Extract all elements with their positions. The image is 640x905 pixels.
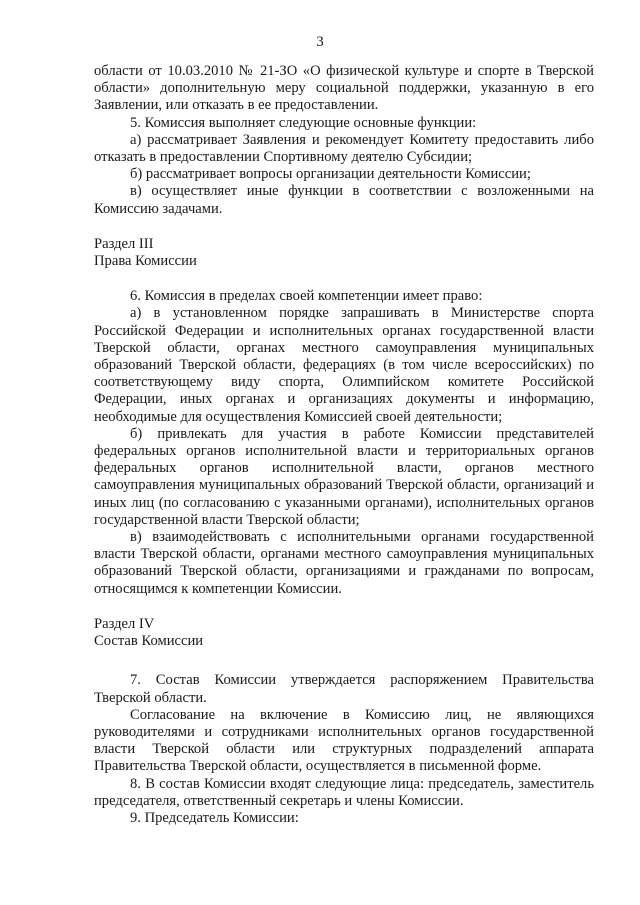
clause-6b: б) привлекать для участия в работе Комиссии представителей федеральных органов исполнительной власти и территориальных органов федеральных органов исполнительной власти, органов местного самоуправления муниципальных образований Тверской области, организаций и иных лиц (по согласованию с указанными органами), исполнительных органов государственной власти Тверской области;	[94, 425, 594, 528]
clause-6: 6. Комиссия в пределах своей компетенции имеет право:	[130, 288, 483, 305]
clause-5a: а) рассматривает Заявления и рекомендует Комитету предоставить либо отказать в предоставлении Спортивному деятелю Субсидии;	[94, 131, 594, 166]
clause-6v: в) взаимодействовать с исполнительными органами государственной власти Тверской области, органами местного самоуправления муниципальных образований Тверской области, организациями и гражданами по вопросам, относящимся к компетенции Комиссии.	[94, 529, 594, 597]
page-number: 3	[316, 34, 324, 50]
clause-9: 9. Председатель Комиссии:	[130, 809, 299, 826]
section-4-label: Раздел IV	[94, 615, 155, 632]
clause-5v: в) осуществляет иные функции в соответствии с возложенными на Комиссию задачами.	[94, 183, 594, 217]
clause-7-approval: Согласование на включение в Комиссию лиц, не являющихся руководителями и сотрудниками исполнительных органов государственной власти Тверской области или структурных подразделений аппарата Правительства Тверской области, осуществляется в письменной форме.	[94, 706, 594, 775]
clause-7: 7. Состав Комиссии утверждается распоряжением Правительства Тверской области.	[94, 672, 594, 706]
document-body	[94, 63, 594, 827]
intro-paragraph-continuation: области от 10.03.2010 № 21-ЗО «О физической культуре и спорте в Тверской области» дополнительную меру социальной поддержки, указанную в его Заявлении, или отказать в ее предоставлении.	[94, 63, 594, 114]
clause-6a: а) в установленном порядке запрашивать в Министерстве спорта Российской Федерации и исполнительных органах государственной власти Тверской области, органах местного самоуправления муниципальных образований Тверской области, федерациях (в том числе всероссийских) по соответствующему виду спорта, Олимпийском комитете Российской Федерации, иных органах и организациях документы и информацию, необходимые для осуществления Комиссией своей деятельности;	[94, 305, 594, 425]
section-4-heading	[94, 616, 594, 650]
section-3-title: Права Комиссии	[94, 253, 197, 270]
clause-8: 8. В состав Комиссии входят следующие лица: председатель, заместитель председателя, ответственный секретарь и члены Комиссии.	[94, 775, 594, 809]
section-3-heading	[94, 236, 594, 270]
clause-5: 5. Комиссия выполняет следующие основные функции:	[130, 114, 477, 131]
section-3-label: Раздел III	[94, 235, 154, 252]
clause-5b: б) рассматривает вопросы организации деятельности Комиссии;	[130, 166, 531, 183]
section-4-title: Состав Комиссии	[94, 633, 204, 650]
